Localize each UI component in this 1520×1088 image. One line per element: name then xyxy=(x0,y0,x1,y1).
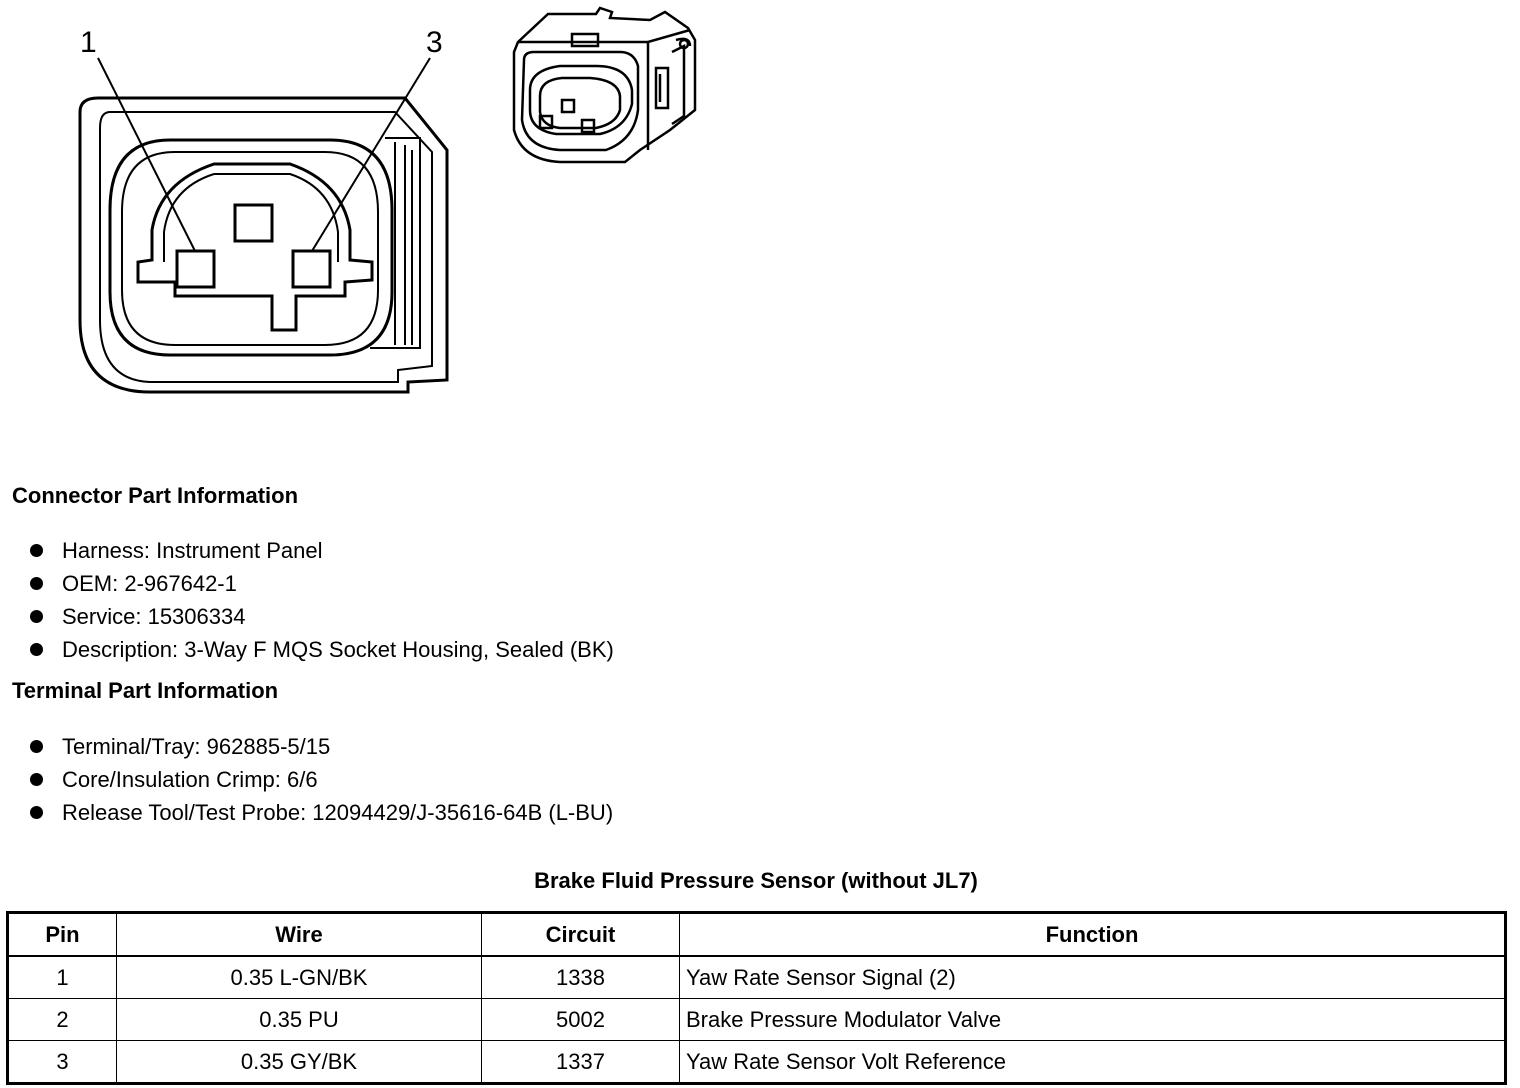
cell-function: Yaw Rate Sensor Volt Reference xyxy=(680,1041,1506,1084)
cell-wire: 0.35 PU xyxy=(117,999,482,1041)
column-header-circuit: Circuit xyxy=(482,913,680,957)
pin-cavity-3 xyxy=(293,251,330,287)
pin-cavity-2 xyxy=(235,205,272,241)
list-item: Service: 15306334 xyxy=(28,600,614,633)
cell-function: Yaw Rate Sensor Signal (2) xyxy=(680,956,1506,999)
bullet-icon xyxy=(30,577,43,590)
connector-isometric-view xyxy=(505,5,705,175)
key-profile-inner xyxy=(164,174,338,262)
table-row xyxy=(8,1041,1506,1084)
cell-wire: 0.35 GY/BK xyxy=(117,1041,482,1084)
cell-circuit: 1338 xyxy=(482,956,680,999)
column-header-pin: Pin xyxy=(8,913,117,957)
bullet-icon xyxy=(30,740,43,753)
cell-pin: 1 xyxy=(8,956,117,999)
cell-pin: 2 xyxy=(8,999,117,1041)
list-item: Release Tool/Test Probe: 12094429/J-35616-64B (L-BU) xyxy=(28,796,613,829)
pin-cavity-1 xyxy=(177,251,214,287)
connector-face-diagram xyxy=(60,20,460,410)
list-item: Terminal/Tray: 962885-5/15 xyxy=(28,730,613,763)
column-header-function: Function xyxy=(680,913,1506,957)
list-item: Harness: Instrument Panel xyxy=(28,534,614,567)
cell-pin: 3 xyxy=(8,1041,117,1084)
column-header-wire: Wire xyxy=(117,913,482,957)
bullet-icon xyxy=(30,643,43,656)
table-title: Brake Fluid Pressure Sensor (without JL7) xyxy=(534,868,978,893)
cell-function: Brake Pressure Modulator Valve xyxy=(680,999,1506,1041)
list-item: Core/Insulation Crimp: 6/6 xyxy=(28,763,613,796)
table-row xyxy=(8,956,1506,999)
terminal-info-heading: Terminal Part Information xyxy=(12,678,279,703)
pin-label-1: 1 xyxy=(80,26,97,59)
table-row xyxy=(8,999,1506,1041)
bullet-icon xyxy=(30,806,43,819)
bullet-icon xyxy=(30,544,43,557)
terminal-info-list xyxy=(28,730,613,829)
pinout-table xyxy=(6,911,1507,1085)
cell-circuit: 1337 xyxy=(482,1041,680,1084)
list-item: Description: 3-Way F MQS Socket Housing, Sealed (BK) xyxy=(28,633,614,666)
cell-wire: 0.35 L-GN/BK xyxy=(117,956,482,999)
bullet-icon xyxy=(30,610,43,623)
pin-label-3: 3 xyxy=(426,26,443,59)
table-header-row xyxy=(8,913,1506,957)
connector-info-list xyxy=(28,534,614,666)
key-profile xyxy=(138,164,372,330)
leader-line-1 xyxy=(98,58,195,251)
list-item: OEM: 2-967642-1 xyxy=(28,567,614,600)
cell-circuit: 5002 xyxy=(482,999,680,1041)
bullet-icon xyxy=(30,773,43,786)
connector-info-heading: Connector Part Information xyxy=(12,483,299,508)
